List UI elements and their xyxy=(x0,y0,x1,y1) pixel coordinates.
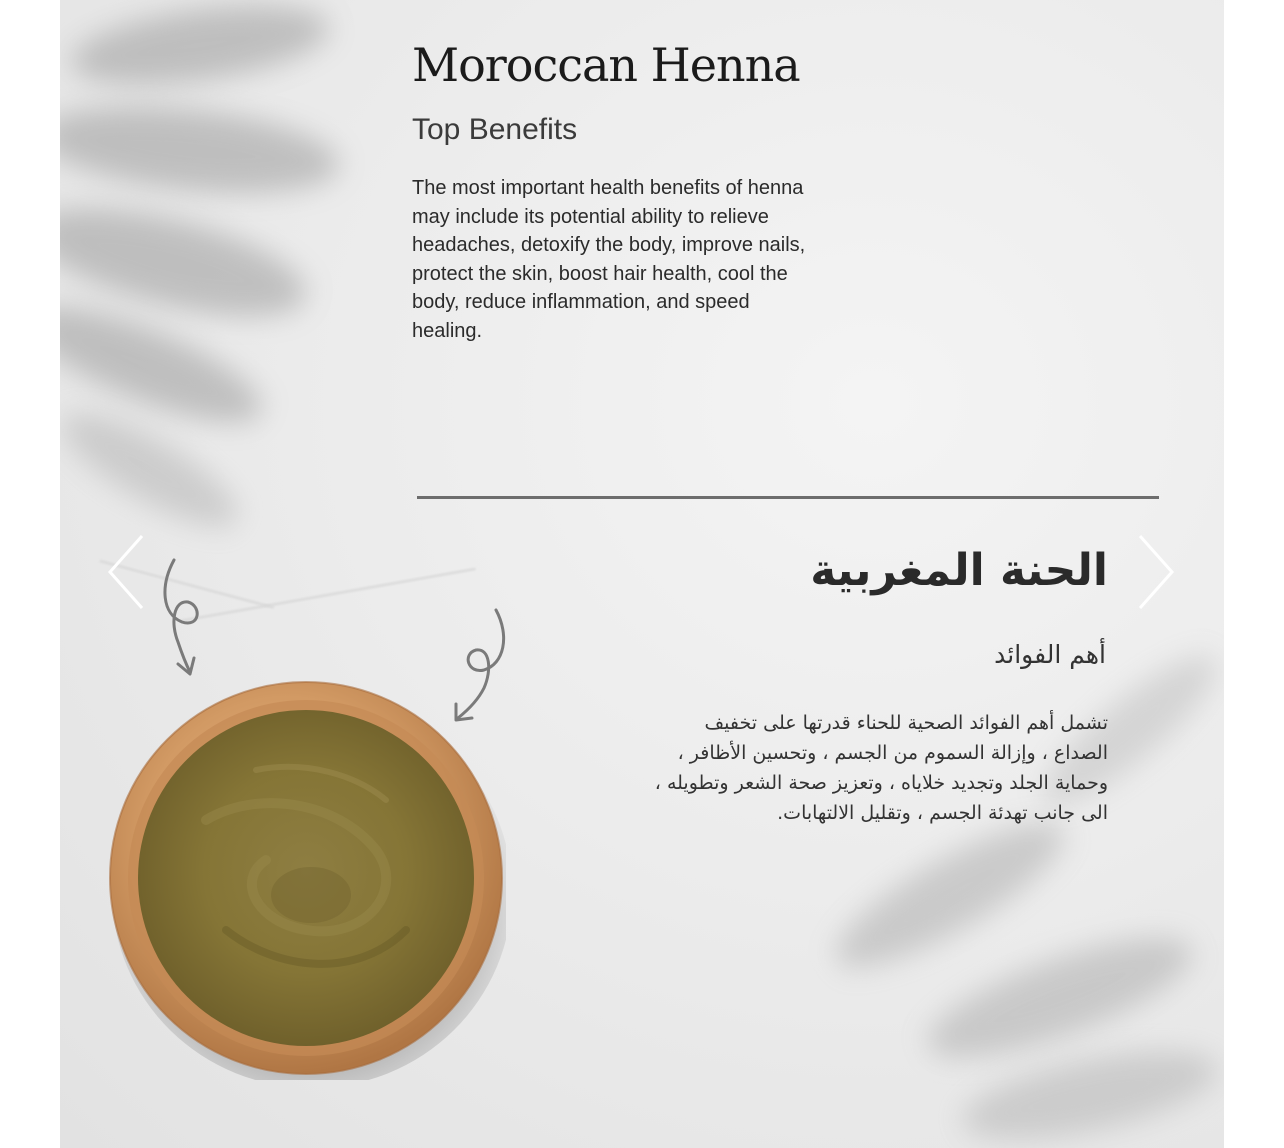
description-line: الصداع ، وإزالة السموم من الجسم ، وتحسين الأظافر ، xyxy=(677,742,1108,764)
description-line: healing. xyxy=(412,319,483,342)
product-slide xyxy=(60,0,1224,1148)
description-arabic xyxy=(588,708,1108,828)
description-line: body, reduce inflammation, and speed xyxy=(412,291,750,313)
subtitle-arabic: أهم الفوائد xyxy=(994,640,1106,669)
henna-bowl-image xyxy=(106,680,506,1080)
subtitle-english: Top Benefits xyxy=(412,113,578,146)
title-english: Moroccan Henna xyxy=(412,38,800,92)
description-line: وحماية الجلد وتجديد خلاياه ، وتعزيز صحة الشعر وتطويله ، xyxy=(654,772,1108,794)
previous-slide-button[interactable] xyxy=(102,532,152,612)
description-line: تشمل أهم الفوائد الصحية للحناء قدرتها على تخفيف xyxy=(704,712,1108,734)
leaf-shadow xyxy=(820,800,1080,991)
description-line: protect the skin, boost hair health, cool the xyxy=(412,262,788,285)
section-divider xyxy=(417,496,1159,499)
description-line: headaches, detoxify the body, improve nails, xyxy=(412,234,806,256)
description-english xyxy=(412,174,892,345)
chevron-right-icon xyxy=(1130,532,1180,612)
title-arabic: الحنة المغربية xyxy=(810,545,1108,596)
leaf-shadow xyxy=(60,95,343,206)
next-slide-button[interactable] xyxy=(1130,532,1180,612)
description-line: الى جانب تهدئة الجسم ، وتقليل الالتهابات. xyxy=(777,802,1108,824)
description-line: may include its potential ability to relieve xyxy=(412,205,769,228)
curly-arrow-icon xyxy=(156,556,216,682)
chevron-left-icon xyxy=(102,532,152,612)
leaf-shadow xyxy=(66,0,333,98)
description-line: The most important health benefits of henna xyxy=(412,177,804,199)
